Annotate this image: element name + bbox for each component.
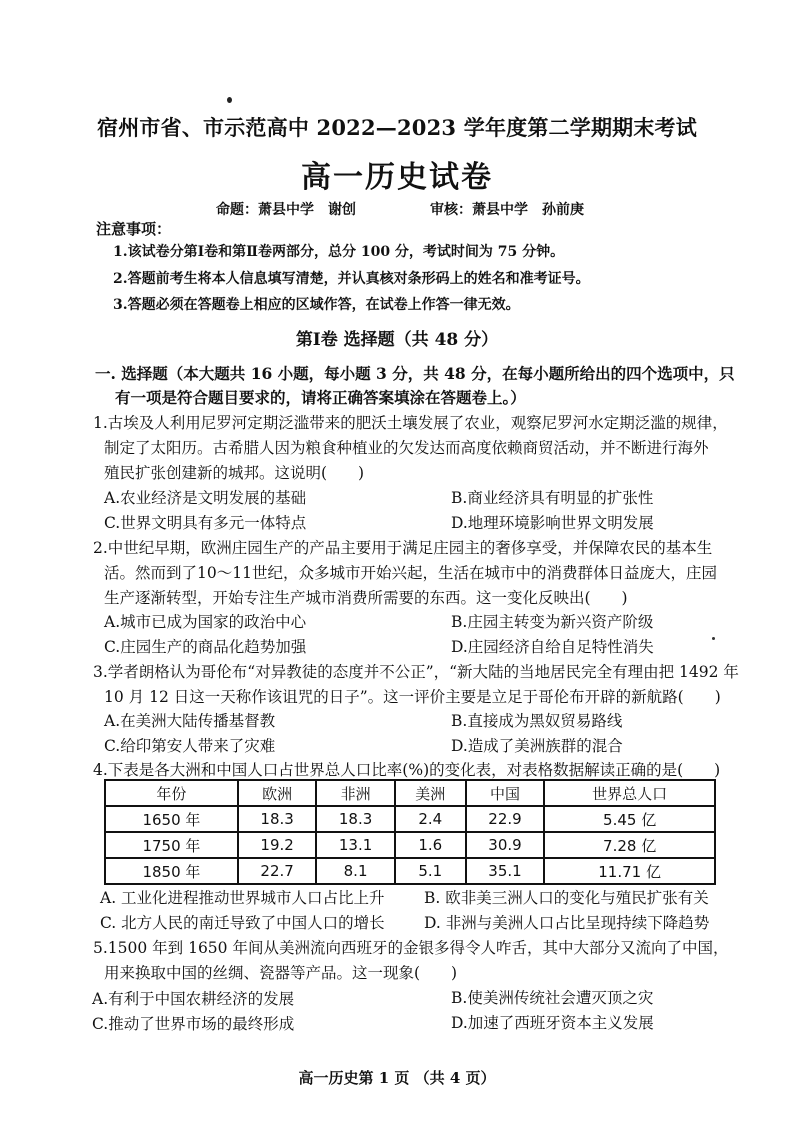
question-5-option-b[interactable]: B.使美洲传统社会遭灭顶之灾 xyxy=(451,989,654,1007)
question-2-text: 活。然而到了10～11世纪，众多城市开始兴起，生活在城市中的消费群体日益庞大，庄园 xyxy=(104,564,717,582)
question-2-option-b[interactable]: B.庄园主转变为新兴资产阶级 xyxy=(451,613,654,631)
question-5-option-c[interactable]: C.推动了世界市场的最终形成 xyxy=(92,1015,295,1033)
note-item: 1.该试卷分第Ⅰ卷和第Ⅱ卷两部分，总分 100 分，考试时间为 75 分钟。 xyxy=(113,244,565,260)
table-header-row xyxy=(105,780,715,806)
question-2-option-c[interactable]: C.庄园生产的商品化趋势加强 xyxy=(104,638,307,656)
question-1-text: 殖民扩张创建新的城邦。这说明( ) xyxy=(104,464,365,482)
table-header-cell: 美洲 xyxy=(395,780,466,806)
table-cell: 1850 年 xyxy=(105,858,238,884)
question-1-option-b[interactable]: B.商业经济具有明显的扩张性 xyxy=(451,489,654,507)
table-cell: 5.45 亿 xyxy=(544,806,715,832)
table-cell: 19.2 xyxy=(238,832,316,858)
question-2-option-a[interactable]: A.城市已成为国家的政治中心 xyxy=(104,613,307,631)
table-cell: 18.3 xyxy=(238,806,316,832)
table-header-cell: 世界总人口 xyxy=(544,780,715,806)
note-item: 2.答题前考生将本人信息填写清楚，并认真核对条形码上的姓名和准考证号。 xyxy=(113,271,590,287)
population-table xyxy=(104,779,716,885)
table-cell: 7.28 亿 xyxy=(544,832,715,858)
table-cell: 8.1 xyxy=(316,858,394,884)
question-3-option-d[interactable]: D.造成了美洲族群的混合 xyxy=(451,737,623,755)
question-1-option-c[interactable]: C.世界文明具有多元一体特点 xyxy=(104,514,307,532)
table-header-cell: 中国 xyxy=(466,780,544,806)
page-footer: 高一历史第 1 页 （共 4 页） xyxy=(298,1069,496,1087)
question-5-option-a[interactable]: A.有利于中国农耕经济的发展 xyxy=(92,990,295,1008)
table-row xyxy=(105,832,715,858)
question-1-text: 1.古埃及人利用尼罗河定期泛滥带来的肥沃土壤发展了农业，观察尼罗河水定期泛滥的规律， xyxy=(93,414,728,432)
table-cell: 2.4 xyxy=(395,806,466,832)
section-heading: 第Ⅰ卷 选择题（共 48 分） xyxy=(295,330,499,350)
table-cell: 11.71 亿 xyxy=(544,858,715,884)
question-2-option-d[interactable]: D.庄园经济自给自足特性消失 xyxy=(451,638,654,656)
exam-title: 宿州市省、市示范高中 2022—2023 学年度第二学期期末考试 xyxy=(97,115,697,140)
question-4-option-a[interactable]: A. 工业化进程推动世界城市人口占比上升 xyxy=(100,889,385,907)
question-3-text: 3.学者朗格认为哥伦布“对异教徒的态度并不公正”，“新大陆的当地居民完全有理由把 1492 年 xyxy=(93,663,739,681)
table-header-cell: 非洲 xyxy=(316,780,394,806)
ink-spot xyxy=(227,97,232,103)
reviewer-line: 审核：萧县中学 孙前庚 xyxy=(430,202,584,218)
table-cell: 1650 年 xyxy=(105,806,238,832)
question-3-option-b[interactable]: B.直接成为黑奴贸易路线 xyxy=(451,712,623,730)
table-row xyxy=(105,806,715,832)
question-3-option-c[interactable]: C.给印第安人带来了灾难 xyxy=(104,737,276,755)
table-cell: 1.6 xyxy=(395,832,466,858)
table-cell: 22.9 xyxy=(466,806,544,832)
question-5-option-d[interactable]: D.加速了西班牙资本主义发展 xyxy=(451,1014,654,1032)
question-4-option-d[interactable]: D. 非洲与美洲人口占比呈现持续下降趋势 xyxy=(424,914,710,932)
question-4-text: 4.下表是各大洲和中国人口占世界总人口比率(%)的变化表，对表格数据解读正确的是( ) xyxy=(93,761,721,779)
question-4-option-b[interactable]: B. 欧非美三洲人口的变化与殖民扩张有关 xyxy=(424,889,709,907)
exam-subtitle: 高一历史试卷 xyxy=(301,160,493,195)
question-4-option-c[interactable]: C. 北方人民的南迁导致了中国人口的增长 xyxy=(100,914,385,932)
question-3-text: 10 月 12 日这一天称作该诅咒的日子”。这一评价主要是立足于哥伦布开辟的新航路( ) xyxy=(104,688,721,706)
table-cell: 35.1 xyxy=(466,858,544,884)
table-cell: 30.9 xyxy=(466,832,544,858)
table-row xyxy=(105,858,715,884)
question-1-text: 制定了太阳历。古希腊人因为粮食种植业的欠发达而高度依赖商贸活动，并不断进行海外 xyxy=(104,439,709,457)
table-cell: 1750 年 xyxy=(105,832,238,858)
speck xyxy=(712,637,715,640)
question-1-option-d[interactable]: D.地理环境影响世界文明发展 xyxy=(451,514,654,532)
table-cell: 18.3 xyxy=(316,806,394,832)
author-line: 命题：萧县中学 谢创 xyxy=(216,202,356,218)
table-header-cell: 年份 xyxy=(105,780,238,806)
question-5-text: 用来换取中国的丝绸、瓷器等产品。这一现象( ) xyxy=(104,964,458,982)
notes-heading: 注意事项： xyxy=(96,220,172,238)
table-cell: 5.1 xyxy=(395,858,466,884)
table-cell: 22.7 xyxy=(238,858,316,884)
question-5-text: 5.1500 年到 1650 年间从美洲流向西班牙的金银多得令人咋舌，其中大部分又流向了中国， xyxy=(93,939,729,957)
instructions-line: 有一项是符合题目要求的，请将正确答案填涂在答题卷上。） xyxy=(115,388,526,407)
question-1-option-a[interactable]: A.农业经济是文明发展的基础 xyxy=(104,489,307,507)
question-2-text: 生产逐渐转型，开始专注生产城市消费所需要的东西。这一变化反映出( ) xyxy=(104,589,628,607)
instructions-line: 一. 选择题（本大题共 16 小题，每小题 3 分，共 48 分，在每小题所给出的四个选项中，只 xyxy=(95,364,735,383)
table-cell: 13.1 xyxy=(316,832,394,858)
table-header-cell: 欧洲 xyxy=(238,780,316,806)
note-item: 3.答题必须在答题卷上相应的区域作答，在试卷上作答一律无效。 xyxy=(113,297,520,313)
question-3-option-a[interactable]: A.在美洲大陆传播基督教 xyxy=(104,712,276,730)
question-2-text: 2.中世纪早期，欧洲庄园生产的产品主要用于满足庄园主的奢侈享受，并保障农民的基本生 xyxy=(93,539,713,557)
